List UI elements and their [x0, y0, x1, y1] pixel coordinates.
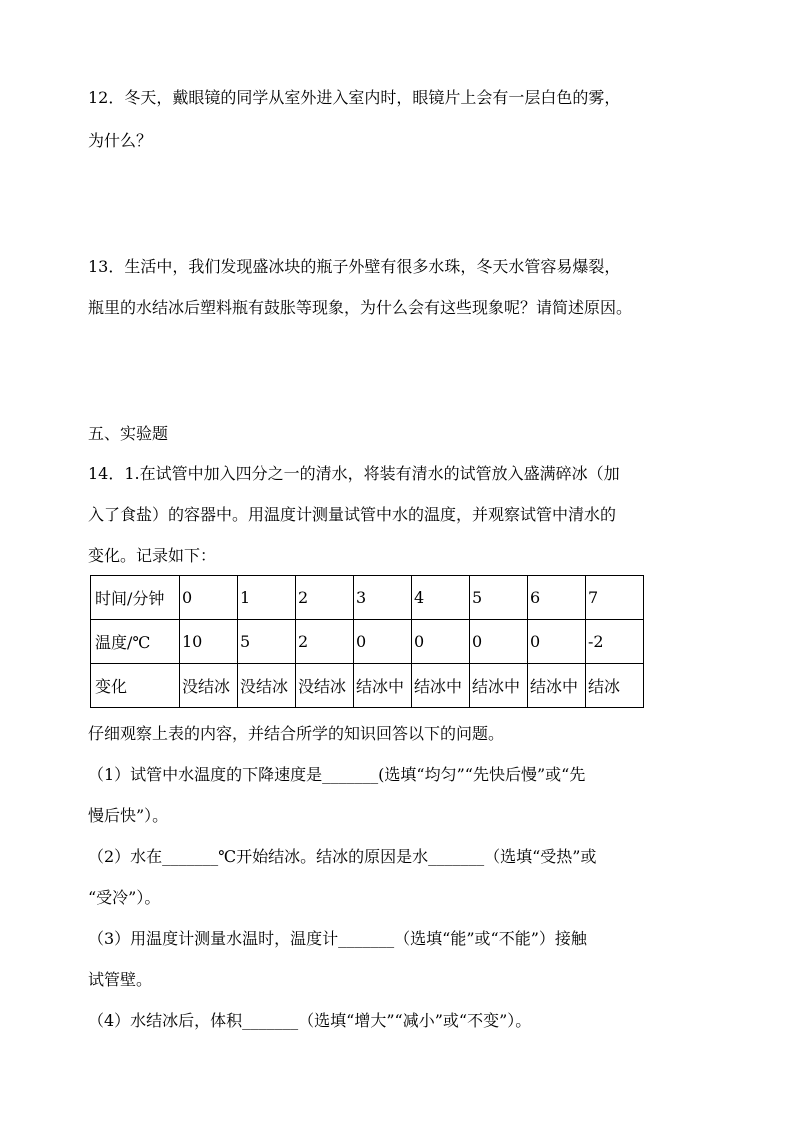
table-cell: 2	[296, 620, 354, 664]
table-row	[91, 576, 644, 620]
observation-table	[90, 575, 644, 708]
table-cell: 0	[470, 620, 528, 664]
q14-text-line-2: 入了食盐）的容器中。用温度计测量试管中水的温度，并观察试管中清水的	[88, 505, 617, 524]
q14-instruction: 仔细观察上表的内容，并结合所学的知识回答以下的问题。	[88, 724, 505, 743]
table-cell: 温度/℃	[91, 620, 180, 664]
table-cell: 2	[296, 576, 354, 620]
q14-sub1-line-2: 慢后快”）。	[88, 806, 169, 825]
table-cell: 结冰中	[528, 664, 586, 708]
table-cell: 0	[354, 620, 412, 664]
table-cell: 结冰	[586, 664, 644, 708]
table-row	[91, 664, 644, 708]
table-cell: 没结冰	[238, 664, 296, 708]
table-cell: 0	[180, 576, 238, 620]
q14-sub2-line-2: “受冷”）。	[88, 888, 161, 907]
table-cell: 6	[528, 576, 586, 620]
table-cell: -2	[586, 620, 644, 664]
q13-text-line-2: 瓶里的水结冰后塑料瓶有鼓胀等现象，为什么会有这些现象呢？请简述原因。	[88, 298, 633, 317]
table-cell: 0	[528, 620, 586, 664]
q14-text-line-3: 变化。记录如下：	[88, 546, 217, 565]
table-cell: 变化	[91, 664, 180, 708]
table-cell: 1	[238, 576, 296, 620]
table-cell: 结冰中	[354, 664, 412, 708]
table-cell: 7	[586, 576, 644, 620]
table-row	[91, 620, 644, 664]
q14-sub1-line-1: （1）试管中水温度的下降速度是_______(选填“均匀”“先快后慢”或“先	[88, 765, 586, 784]
q13-text-line-1: 13．生活中，我们发现盛冰块的瓶子外壁有很多水珠，冬天水管容易爆裂，	[88, 257, 621, 276]
section-title: 五、实验题	[88, 424, 169, 443]
table-cell: 没结冰	[296, 664, 354, 708]
table-cell: 4	[412, 576, 470, 620]
q14-sub4-line-1: （4）水结冰后，体积_______（选填“增大”“减小”或“不变”）。	[88, 1011, 532, 1030]
q14-sub2-line-1: （2）水在_______℃开始结冰。结冰的原因是水_______（选填“受热”或	[88, 847, 597, 866]
q14-sub3-line-1: （3）用温度计测量水温时，温度计_______（选填“能”或“不能”）接触	[88, 929, 587, 948]
q12-text-line-1: 12．冬天，戴眼镜的同学从室外进入室内时，眼镜片上会有一层白色的雾，	[88, 88, 621, 107]
table-cell: 10	[180, 620, 238, 664]
table-cell: 时间/分钟	[91, 576, 180, 620]
table-cell: 0	[412, 620, 470, 664]
table-cell: 5	[238, 620, 296, 664]
q14-sub3-line-2: 试管壁。	[88, 970, 153, 989]
table-cell: 结冰中	[412, 664, 470, 708]
table-cell: 3	[354, 576, 412, 620]
q12-text-line-2: 为什么？	[88, 131, 153, 150]
q14-text-line-1: 14．1.在试管中加入四分之一的清水，将装有清水的试管放入盛满碎冰（加	[88, 464, 620, 483]
table-cell: 结冰中	[470, 664, 528, 708]
table-cell: 5	[470, 576, 528, 620]
table-cell: 没结冰	[180, 664, 238, 708]
